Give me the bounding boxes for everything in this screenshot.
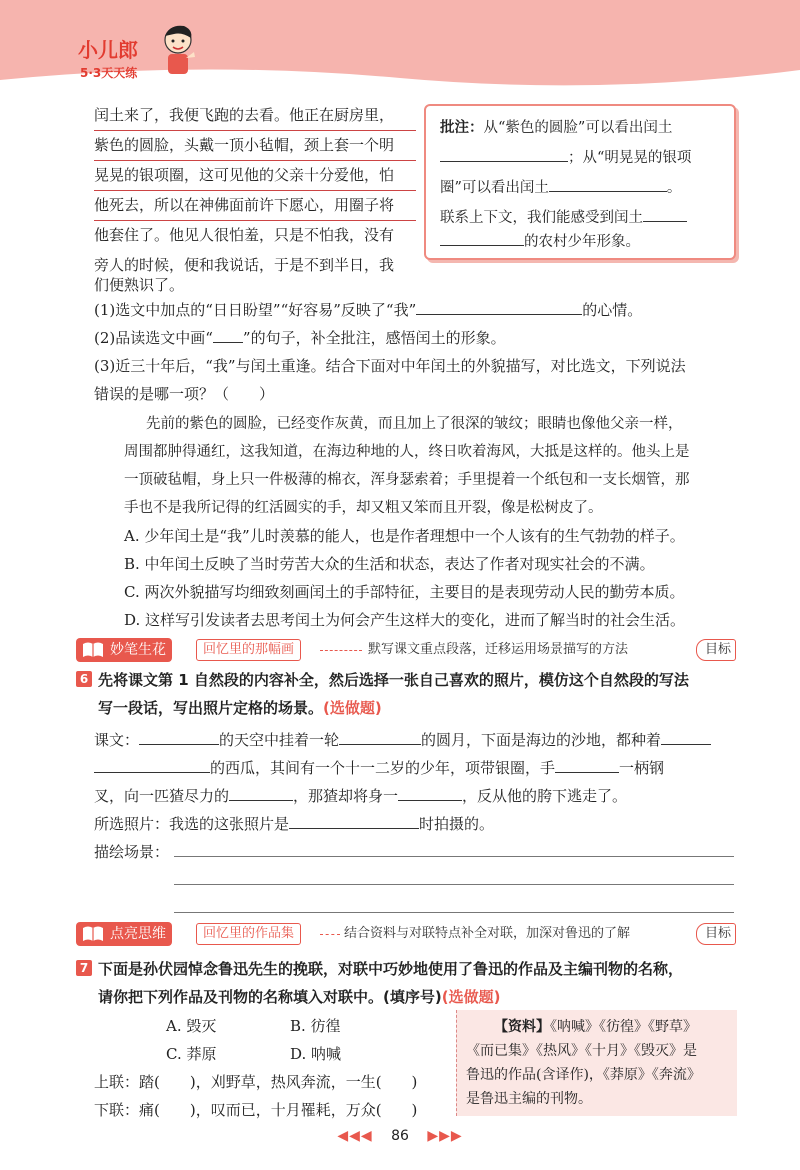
- book-icon: [82, 641, 104, 659]
- writing-line[interactable]: [174, 884, 734, 885]
- label: 时拍摄的。: [419, 815, 495, 833]
- question-text: ”的句子，补全批注，感悟闰土的形象。: [242, 329, 506, 347]
- question-6-line-2: [98, 694, 382, 722]
- answer-blank[interactable]: [139, 728, 219, 745]
- mascot-icon: [160, 24, 196, 76]
- label: 所选照片：我选的这张照片是: [94, 815, 290, 833]
- recite-text: ，反从他的胯下逃走了。: [462, 787, 628, 805]
- writing-line[interactable]: [174, 912, 734, 913]
- divider: [320, 650, 362, 651]
- photo-line: [94, 810, 494, 838]
- reference-title: 【资料】: [494, 1019, 550, 1035]
- quote-line: 一顶破毡帽，身上只一件极薄的棉衣，浑身瑟索着；手里提着一个纸包和一支长烟管，那: [124, 472, 690, 488]
- left-arrows-icon: ◀◀◀: [337, 1128, 373, 1144]
- answer-blank[interactable]: [398, 784, 462, 801]
- optional-tag: (选做题): [441, 988, 501, 1006]
- recite-line-1: [94, 726, 711, 754]
- recite-text: ，那猹却将身一: [293, 787, 399, 805]
- answer-blank[interactable]: [440, 145, 568, 162]
- scene-label: 描绘场景：: [94, 843, 170, 861]
- section-description: 默写课文重点段落，迁移运用场景描写的方法: [368, 642, 629, 657]
- page-footer: [0, 1128, 800, 1144]
- recite-text: 叉，向一匹猹尽力的: [94, 787, 230, 805]
- passage-line: 他死去，所以在神佛面前许下愿心，用圈子将: [94, 190, 416, 221]
- passage-line: 他套住了。他见人很怕羞，只是不怕我，没有: [94, 226, 395, 244]
- book-icon: [82, 925, 104, 943]
- answer-blank[interactable]: [94, 756, 210, 773]
- writing-line[interactable]: [174, 856, 734, 857]
- annotation-line-1: [440, 112, 730, 144]
- question-text: 的心情。: [582, 301, 643, 319]
- answer-blank[interactable]: [643, 205, 687, 222]
- quote-line: 手也不是我所记得的红活圆实的手，却又粗又笨而且开裂，像是松树皮了。: [124, 500, 603, 516]
- choice-c[interactable]: C. 莽原: [166, 1045, 217, 1063]
- question-7-line-1: 下面是孙伏园悼念鲁迅先生的挽联，对联中巧妙地使用了鲁迅的作品及主编刊物的名称，: [98, 960, 684, 978]
- answer-blank[interactable]: [416, 298, 582, 315]
- annotation-line-3: [440, 172, 730, 204]
- reference-line-4: 是鲁迅主编的刊物。: [466, 1091, 592, 1107]
- logo-subtitle: 5·3天天练: [80, 66, 138, 80]
- logo-title: 小儿郎: [78, 38, 138, 62]
- recite-line-2: [94, 754, 664, 782]
- annotation-text: 从“紫色的圆脸”可以看出闰土: [483, 120, 673, 136]
- right-arrows-icon: ▶▶▶: [427, 1128, 463, 1144]
- reference-line-3: 鲁迅的作品(含译作)，《莽原》《奔流》: [466, 1067, 701, 1083]
- option-d[interactable]: D. 这样写引发读者去思考闰土为何会产生这样大的变化，进而了解当时的社会生活。: [124, 611, 686, 629]
- annotation-line-5: [440, 226, 730, 258]
- passage-line: 旁人的时候，便和我说话，于是不到半日，我: [94, 256, 395, 274]
- question-text: (2)品读选文中画“: [94, 329, 213, 347]
- answer-blank[interactable]: [229, 784, 293, 801]
- annotation-label: 批注：: [440, 120, 484, 136]
- goal-badge: 目标: [696, 923, 736, 945]
- section-tag-text: 妙笔生花: [110, 642, 166, 658]
- section-subtitle: 回忆里的作品集: [196, 923, 301, 945]
- annotation-text: 的农村少年形象。: [524, 234, 640, 250]
- question-3-line-1: (3)近三十年后，“我”与闰土重逢。结合下面对中年闰土的外貌描写，对比选文，下列说法: [94, 357, 686, 375]
- section-description: 结合资料与对联特点补全对联，加深对鲁迅的了解: [344, 926, 631, 941]
- optional-tag: (选做题): [323, 699, 382, 717]
- reference-line-2: 《而已集》《热风》《十月》《毁灭》是: [466, 1043, 697, 1059]
- answer-blank[interactable]: [661, 728, 711, 745]
- question-text: 请你把下列作品及刊物的名称填入对联中。(填序号): [98, 988, 442, 1006]
- annotation-line-2: [440, 142, 730, 174]
- annotation-text: ；从“明晃晃的银项: [568, 150, 692, 166]
- section-bar-thinking: [76, 922, 736, 948]
- annotation-text: 联系上下文，我们能感受到闰土: [440, 210, 643, 226]
- divider: [320, 934, 340, 935]
- reference-line-1: [494, 1014, 697, 1040]
- question-text: (1)选文中加点的“日日盼望”“好容易”反映了“我”: [94, 301, 417, 319]
- choice-b[interactable]: B. 彷徨: [290, 1017, 341, 1035]
- annotation-text: 。: [666, 180, 682, 196]
- option-b[interactable]: B. 中年闰土反映了当时劳苦大众的生活和状态，表达了作者对现实社会的不满。: [124, 555, 655, 573]
- choice-d[interactable]: D. 呐喊: [290, 1045, 342, 1063]
- question-2: [94, 324, 506, 352]
- passage-line: 闰土来了，我便飞跑的去看。他正在厨房里，: [94, 100, 416, 131]
- recite-text: 的天空中挂着一轮: [219, 731, 340, 749]
- option-c[interactable]: C. 两次外貌描写均细致刻画闰土的手部特征，主要目的是表现劳动人民的勤劳本质。: [124, 583, 685, 601]
- question-6-line-1: 先将课文第 1 自然段的内容补全，然后选择一张自己喜欢的照片，模仿这个自然段的写法: [98, 671, 689, 689]
- question-number-7: 7: [76, 960, 92, 976]
- recite-line-3: [94, 782, 627, 810]
- section-subtitle: 回忆里的那幅画: [196, 639, 301, 661]
- couplet-upper[interactable]: 上联：踏( )，刈野草，热风奔流，一生( ): [94, 1073, 418, 1091]
- label: 课文：: [94, 731, 140, 749]
- passage-line: 们便熟识了。: [94, 276, 185, 294]
- question-7-line-2: [98, 983, 500, 1011]
- recite-text: 一柄钢: [619, 759, 665, 777]
- page-number: 86: [391, 1128, 409, 1144]
- question-number-6: 6: [76, 671, 92, 687]
- answer-blank[interactable]: [440, 229, 524, 246]
- reference-text: 《呐喊》《彷徨》《野草》: [550, 1019, 697, 1035]
- passage-line: 晃晃的银项圈，这可见他的父亲十分爱他，怕: [94, 160, 416, 191]
- quote-line: 先前的紫色的圆脸，已经变作灰黄，而且加上了很深的皱纹；眼睛也像他父亲一样，: [146, 416, 683, 432]
- answer-blank[interactable]: [549, 175, 667, 192]
- answer-blank[interactable]: [555, 756, 619, 773]
- goal-badge: 目标: [696, 639, 736, 661]
- section-tag-text: 点亮思维: [110, 926, 166, 942]
- passage-line: 紫色的圆脸，头戴一顶小毡帽，颈上套一个明: [94, 130, 416, 161]
- question-3-line-2: 错误的是哪一项？（ ）: [94, 385, 275, 403]
- underline-mark: [213, 330, 243, 343]
- recite-text: 的西瓜，其间有一个十一二岁的少年，项带银圈，手: [210, 759, 556, 777]
- annotation-text: 圈”可以看出闰土: [440, 180, 549, 196]
- section-bar-writing: [76, 638, 736, 664]
- question-text: 写一段话，写出照片定格的场景。: [98, 699, 324, 717]
- quote-line: 周围都肿得通红，这我知道，在海边种地的人，终日吹着海风，大抵是这样的。他头上是: [124, 444, 690, 460]
- question-1: [94, 296, 642, 324]
- recite-text: 的圆月，下面是海边的沙地，都种着: [421, 731, 662, 749]
- choice-a[interactable]: A. 毁灭: [166, 1017, 217, 1035]
- couplet-lower[interactable]: 下联：痛( )，叹而已，十月罹耗，万众( ): [94, 1101, 418, 1119]
- option-a[interactable]: A. 少年闰土是“我”儿时羡慕的能人，也是作者理想中一个人该有的生气勃勃的样子。: [124, 527, 685, 545]
- answer-blank[interactable]: [339, 728, 421, 745]
- answer-blank[interactable]: [289, 812, 419, 829]
